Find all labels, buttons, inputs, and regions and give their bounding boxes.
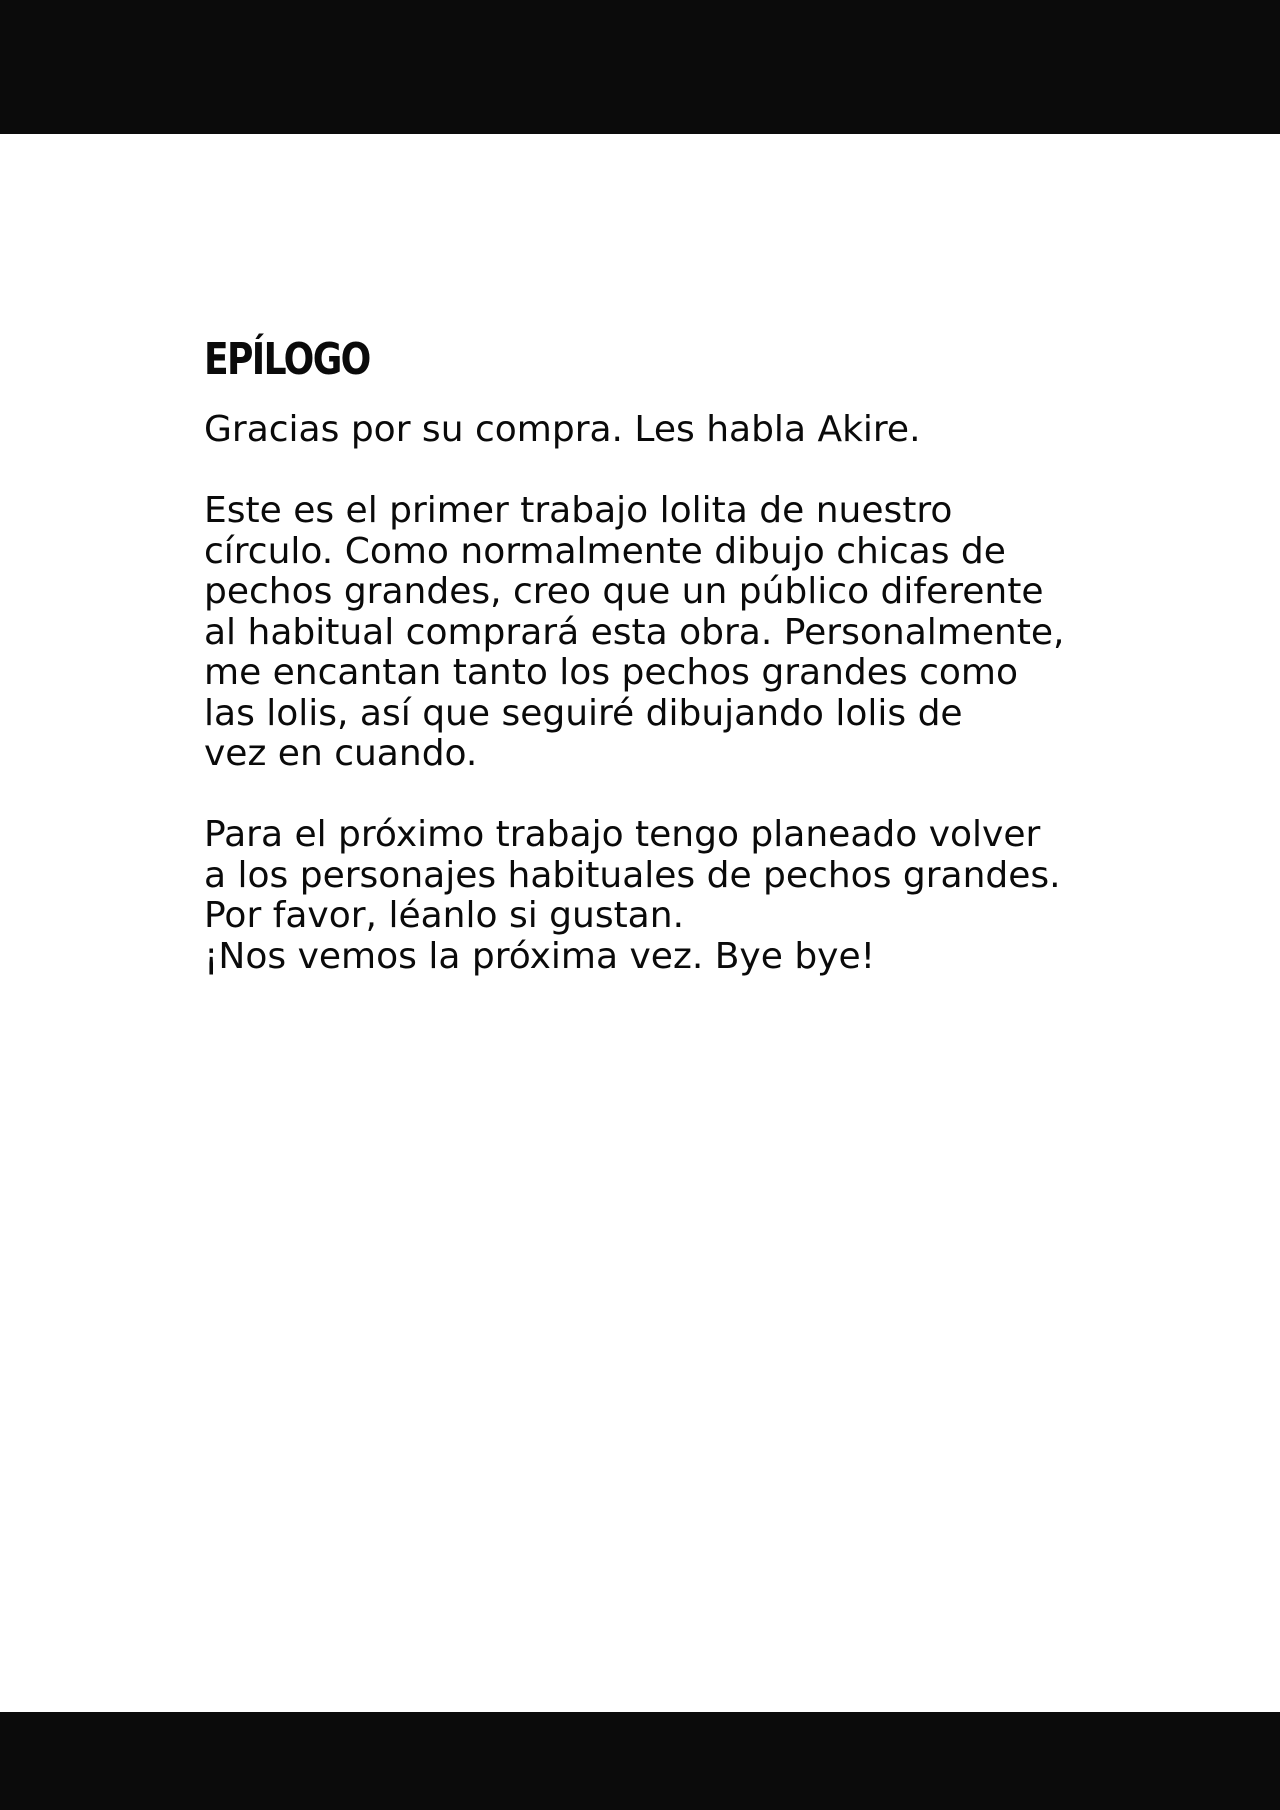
epilogue-title: EPÍLOGO <box>204 334 370 385</box>
text-line: me encantan tanto los pechos grandes como <box>204 652 1019 693</box>
text-line: Para el próximo trabajo tengo planeado volver <box>204 814 1041 855</box>
text-line: al habitual comprará esta obra. Personalmente, <box>204 611 1065 653</box>
paragraph-next-work <box>204 815 1184 977</box>
text-line: Este es el primer trabajo lolita de nuestro <box>204 490 953 531</box>
paragraph-spacer <box>204 775 1184 816</box>
bottom-black-bar <box>0 1712 1280 1810</box>
text-line: pechos grandes, creo que un público diferente <box>204 571 1044 612</box>
text-line: a los personajes habituales de pechos grandes. <box>204 854 1061 896</box>
top-black-bar <box>0 0 1280 134</box>
paragraph-greeting <box>204 410 1184 451</box>
text-line: vez en cuando. <box>204 733 478 774</box>
paragraph-spacer <box>204 451 1184 492</box>
text-line: Por favor, léanlo si gustan. <box>204 895 685 936</box>
epilogue-content <box>204 332 1184 977</box>
text-line: Gracias por su compra. Les habla Akire. <box>204 409 921 450</box>
text-line: círculo. Como normalmente dibujo chicas de <box>204 530 1006 572</box>
text-line: las lolis, así que seguiré dibujando lolis de <box>204 692 963 734</box>
paragraph-first-work <box>204 491 1184 775</box>
text-line: ¡Nos vemos la próxima vez. Bye bye! <box>204 935 876 977</box>
